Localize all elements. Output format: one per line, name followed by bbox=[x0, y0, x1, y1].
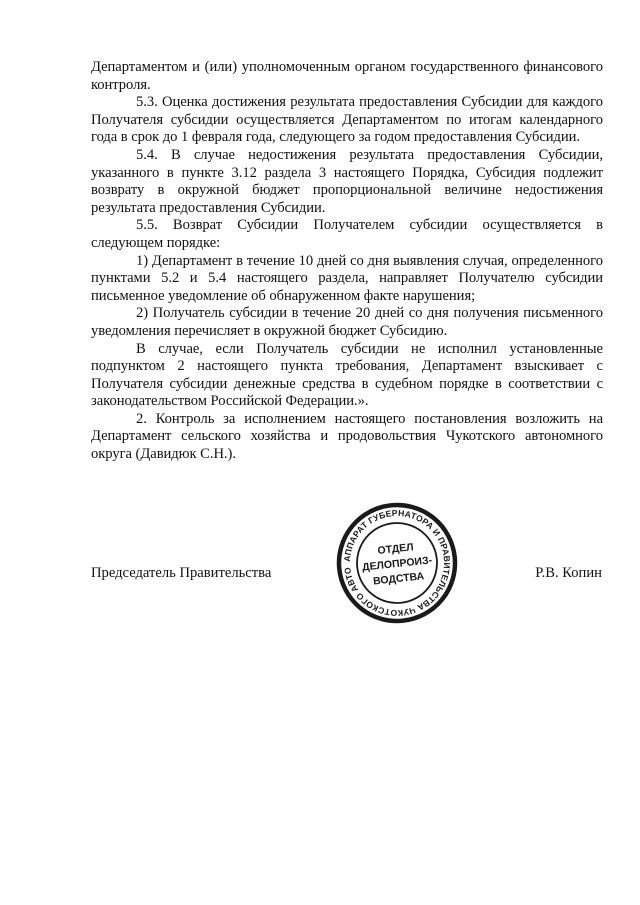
paragraph-item-2: 2) Получатель субсидии в течение 20 дней со дня получения письменного уведомления перечисляет в окружной бюджет Субсидию. bbox=[91, 305, 603, 339]
paragraph-item-1: 1) Департамент в течение 10 дней со дня выявления случая, определенного пунктами 5.2 и 5.4 настоящего раздела, направляет Получателю субсидии письменное уведомление об обнаруженном факте нарушения; bbox=[91, 252, 603, 304]
paragraph-control: 2. Контроль за исполнением настоящего постановления возложить на Департамент сельского хозяйства и продовольствия Чукотского автономного округа (Давидюк С.Н.). bbox=[91, 410, 603, 463]
paragraph-5-4: 5.4. В случае недостижения результата предоставления Субсидии, указанного в пункте 3.12 раздела 3 настоящего Порядка, Субсидия подлежит возврату в окружной бюджет пропорциональной величине недостижения результата предоставления Субсидии. bbox=[91, 146, 603, 216]
paragraph-5-5: 5.5. Возврат Субсидии Получателем субсидии осуществляется в следующем порядке: bbox=[91, 217, 603, 251]
paragraph-recovery: В случае, если Получатель субсидии не исполнил установленные подпунктом 2 настоящего пункта требования, Департамент взыскивает с Получателя субсидии денежные средства в судебном порядке в соответствии с законодательством Российской Федерации.». bbox=[91, 340, 603, 410]
signature-name: Р.В. Копин bbox=[535, 565, 602, 581]
stamp-line-3: ВОДСТВА bbox=[372, 570, 425, 588]
paragraph-continuation: Департаментом и (или) уполномоченным органом государственного финансового контроля. bbox=[91, 59, 603, 93]
document-body bbox=[91, 59, 603, 464]
stamp-ring-text: АППАРАТ ГУБЕРНАТОРА И ПРАВИТЕЛЬСТВА ЧУКОТСКОГО АВТОНОМНОГО bbox=[341, 507, 453, 619]
office-stamp bbox=[334, 500, 460, 626]
stamp-line-2: ДЕЛОПРОИЗ- bbox=[361, 554, 433, 574]
stamp-line-1: ОТДЕЛ bbox=[376, 541, 415, 557]
paragraph-5-3: 5.3. Оценка достижения результата предоставления Субсидии для каждого Получателя субсидии осуществляется Департаментом по итогам календарного года в срок до 1 февраля года, следующего за годом предоставления Субсидии. bbox=[91, 94, 603, 146]
signature-title: Председатель Правительства bbox=[91, 565, 272, 581]
